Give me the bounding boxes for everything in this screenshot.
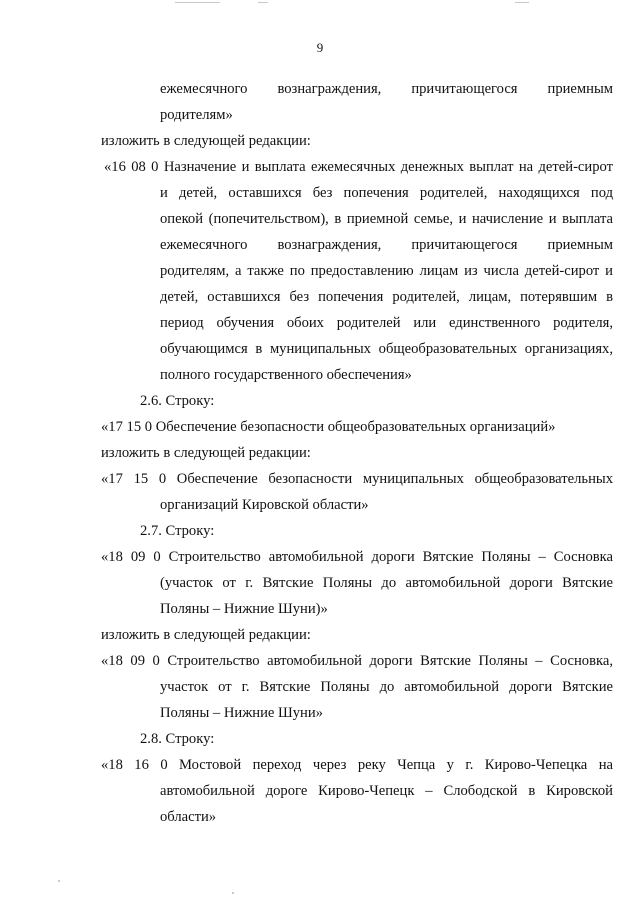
text-line: «18 09 0 Строительство автомобильной дороги Вятские Поляны – Сосновка — [101, 549, 613, 565]
text-line: участок от г. Вятские Поляны до автомобильной дороги Вятские — [160, 679, 613, 695]
text-line: родителям, а также по предоставлению лицам из числа детей-сирот и — [160, 263, 613, 279]
text-line: (участок от г. Вятские Поляны до автомобильной дороги Вятские — [160, 575, 613, 591]
text-line: период обучения обоих родителей или единственного родителя, — [160, 315, 613, 331]
text-line: изложить в следующей редакции: — [101, 445, 311, 461]
text-line: детей, оставшихся без попечения родителей, лицам, потерявшим в — [160, 289, 613, 305]
text-line: «17 15 0 Обеспечение безопасности общеобразовательных организаций» — [101, 419, 556, 435]
text-line: области» — [160, 809, 217, 825]
section-heading: 2.8. Строку: — [140, 731, 215, 747]
scan-speck — [232, 892, 234, 894]
text-line: Поляны – Нижние Шуни)» — [160, 601, 328, 617]
text-line: автомобильной дороге Кирово-Чепецк – Слободской в Кировской — [160, 783, 613, 799]
text-line: изложить в следующей редакции: — [101, 133, 311, 149]
text-line: ежемесячного вознаграждения, причитающегося приемным — [160, 81, 613, 97]
text-line: «18 16 0 Мостовой переход через реку Чепца у г. Кирово-Чепецка на — [101, 757, 613, 773]
scan-speck — [58, 880, 60, 882]
text-line: изложить в следующей редакции: — [101, 627, 311, 643]
text-line: полного государственного обеспечения» — [160, 367, 412, 383]
scan-edge-line — [258, 2, 268, 3]
text-line: родителям» — [160, 107, 233, 123]
text-line: и детей, оставшихся без попечения родителей, находящихся под — [160, 185, 613, 201]
text-line: Поляны – Нижние Шуни» — [160, 705, 323, 721]
text-line: опекой (попечительством), в приемной семье, и начисление и выплата — [160, 211, 613, 227]
section-heading: 2.6. Строку: — [140, 393, 215, 409]
text-line: «18 09 0 Строительство автомобильной дороги Вятские Поляны – Сосновка, — [101, 653, 613, 669]
text-line: организаций Кировской области» — [160, 497, 369, 513]
scan-edge-line — [515, 2, 529, 3]
text-line: «17 15 0 Обеспечение безопасности муниципальных общеобразовательных — [101, 471, 613, 487]
page-number: 9 — [316, 40, 324, 55]
scan-edge-line — [175, 2, 220, 3]
text-line: ежемесячного вознаграждения, причитающегося приемным — [160, 237, 613, 253]
text-line: «16 08 0 Назначение и выплата ежемесячных денежных выплат на детей-сирот — [104, 159, 613, 175]
section-heading: 2.7. Строку: — [140, 523, 215, 539]
text-line: обучающимся в муниципальных общеобразовательных организациях, — [160, 341, 613, 357]
